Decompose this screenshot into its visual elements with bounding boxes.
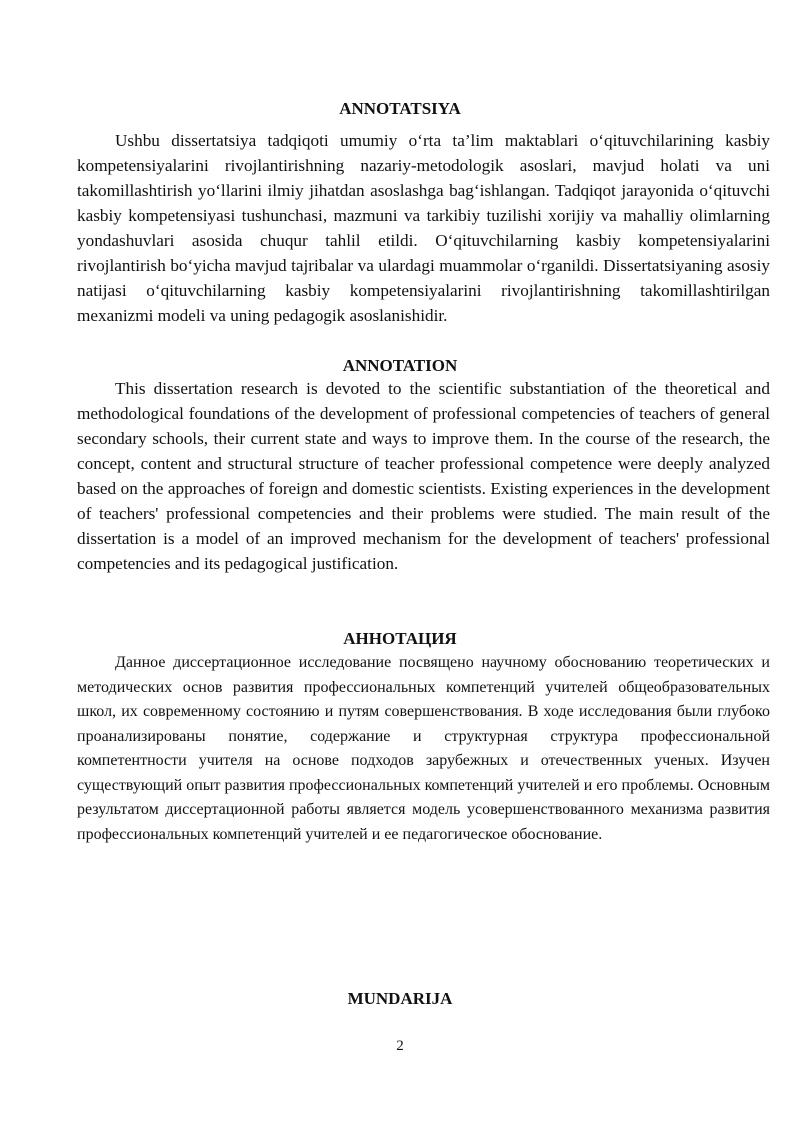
- paragraph-annotation: This dissertation research is devoted to the scientific substantiation of the theoretical and methodological foundations of the development of professional competencies of teachers of general secondary schools, their current state and ways to improve them. In the course of the research, the concept, content and structural structure of teacher professional competence were deeply analyzed based on the approaches of foreign and domestic scientists. Existing experiences in the development of teachers' professional competencies and their problems were studied. The main result of the dissertation is a model of an improved mechanism for the development of teachers' professional competencies and its pedagogical justification.: [77, 379, 770, 573]
- paragraph-annotatsiya-russian: Данное диссертационное исследование посвящено научному обоснованию теоретических и методических основ развития профессиональных компетенций учителей общеобразовательных школ, их современному состоянию и путям совершенствования. В ходе исследования были глубоко проанализированы понятие, содержание и структурная структура профессиональной компетентности учителя на основе подходов зарубежных и отечественных ученых. Изучен существующий опыт развития профессиональных компетенций учителей и его проблемы. Основным результатом диссертационной работы является модель усовершенствованного механизма развития профессиональных компетенций учителей и ее педагогическое обоснование.: [77, 654, 771, 843]
- paragraph-annotatsiya: Ushbu dissertatsiya tadqiqoti umumiy o‘rta ta’lim maktablari o‘qituvchilarining kasbiy kompetensiyalarini rivojlantirishning nazariy-metodologik asoslari, mavjud holati va uni takomillashtirish yo‘llarini ilmiy jihatdan asoslashga bag‘ishlangan. Tadqiqot jarayonida o‘qituvchi kasbiy kompetensiyasi tushunchasi, mazmuni va tarkibiy tuzilishi xorijiy va mahalliy olimlarning yondashuvlari asosida chuqur tahlil etildi. O‘qituvchilarning kasbiy kompetensiyalarini rivojlantirish bo‘yicha mavjud tajribalar va ulardagi muammolar o‘rganildi. Dissertatsiyaning asosiy natijasi o‘qituvchilarning kasbiy kompetensiyalarini rivojlantirishning takomillashtirilgan mexanizmi modeli va uning pedagogik asoslanishidir.: [77, 131, 770, 325]
- heading-annotation: ANNOTATION: [342, 356, 458, 375]
- heading-annotatsiya-russian: АННОТАЦИЯ: [343, 629, 457, 648]
- heading-annotatsiya: ANNOTATSIYA: [339, 99, 461, 118]
- heading-mundarija: MUNDARIJA: [347, 989, 453, 1008]
- page-number: 2: [396, 1038, 404, 1054]
